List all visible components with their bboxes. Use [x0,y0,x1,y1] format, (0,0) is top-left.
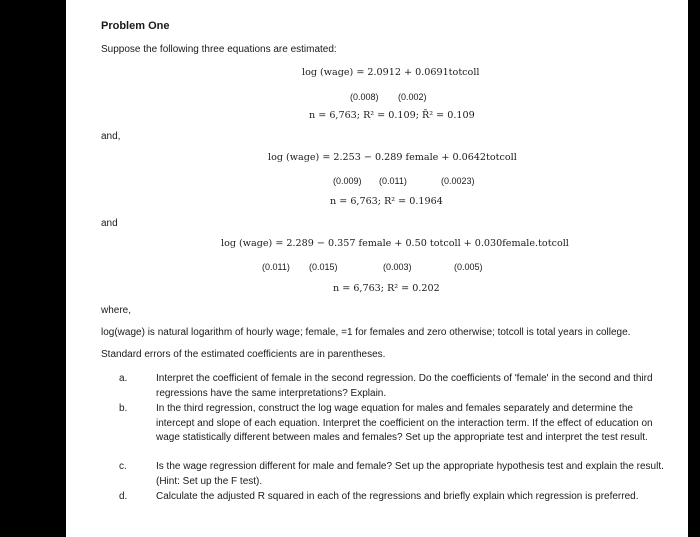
eq1-stats: n = 6,763; R² = 0.109; R̄² = 0.109 [309,110,475,121]
where-label: where, [101,305,132,316]
eq3-se-intercept: (0.011) [262,262,290,272]
eq2-se-totcoll: (0.0023) [441,176,475,186]
eq3-se-interaction: (0.005) [454,262,483,272]
eq3-se-female: (0.015) [309,262,338,272]
problem-title: Problem One [101,20,170,32]
question-d-letter: d. [119,491,128,502]
conjunction-1: and, [101,131,121,142]
question-b-letter: b. [119,403,128,414]
left-black-border [0,0,66,537]
eq3-se-totcoll: (0.003) [383,262,412,272]
conjunction-2: and [101,218,118,229]
standard-errors-note: Standard errors of the estimated coefficients are in parentheses. [101,349,386,360]
eq3-stats: n = 6,763; R² = 0.202 [333,283,440,294]
eq2-se-female: (0.011) [379,176,407,186]
intro-text: Suppose the following three equations are estimated: [101,44,337,55]
right-black-border [688,0,700,537]
eq1-se-intercept: (0.008) [350,92,379,102]
equation-1: log (wage) = 2.0912 + 0.0691totcoll [302,67,480,78]
question-c-text: Is the wage regression different for male and female? Set up the appropriate hypothesis test and explain the result. (Hint: Set up the F test). [156,461,664,487]
question-b-text: In the third regression, construct the log wage equation for males and females separately and determine the intercept and slope of each equation. Interpret the coefficient on the interaction term. If the effect of education on wage statistically different between males and females? Set up the appropriate test and interpret the test result. [156,403,653,444]
equation-3: log (wage) = 2.289 − 0.357 female + 0.50 totcoll + 0.030female.totcoll [221,238,569,249]
eq2-se-intercept: (0.009) [333,176,362,186]
equation-2: log (wage) = 2.253 − 0.289 female + 0.0642totcoll [268,152,517,163]
variable-definitions: log(wage) is natural logarithm of hourly wage; female, =1 for females and zero otherwise; totcoll is total years in college. [101,327,631,338]
eq2-stats: n = 6,763; R² = 0.1964 [330,196,443,207]
question-a-text: Interpret the coefficient of female in the second regression. Do the coefficients of 'female' in the second and third regressions have the same interpretations? Explain. [156,373,653,399]
question-d-text: Calculate the adjusted R squared in each of the regressions and briefly explain which regression is preferred. [156,491,639,502]
question-c-letter: c. [119,461,127,472]
question-a-letter: a. [119,373,128,384]
eq1-se-totcoll: (0.002) [398,92,427,102]
